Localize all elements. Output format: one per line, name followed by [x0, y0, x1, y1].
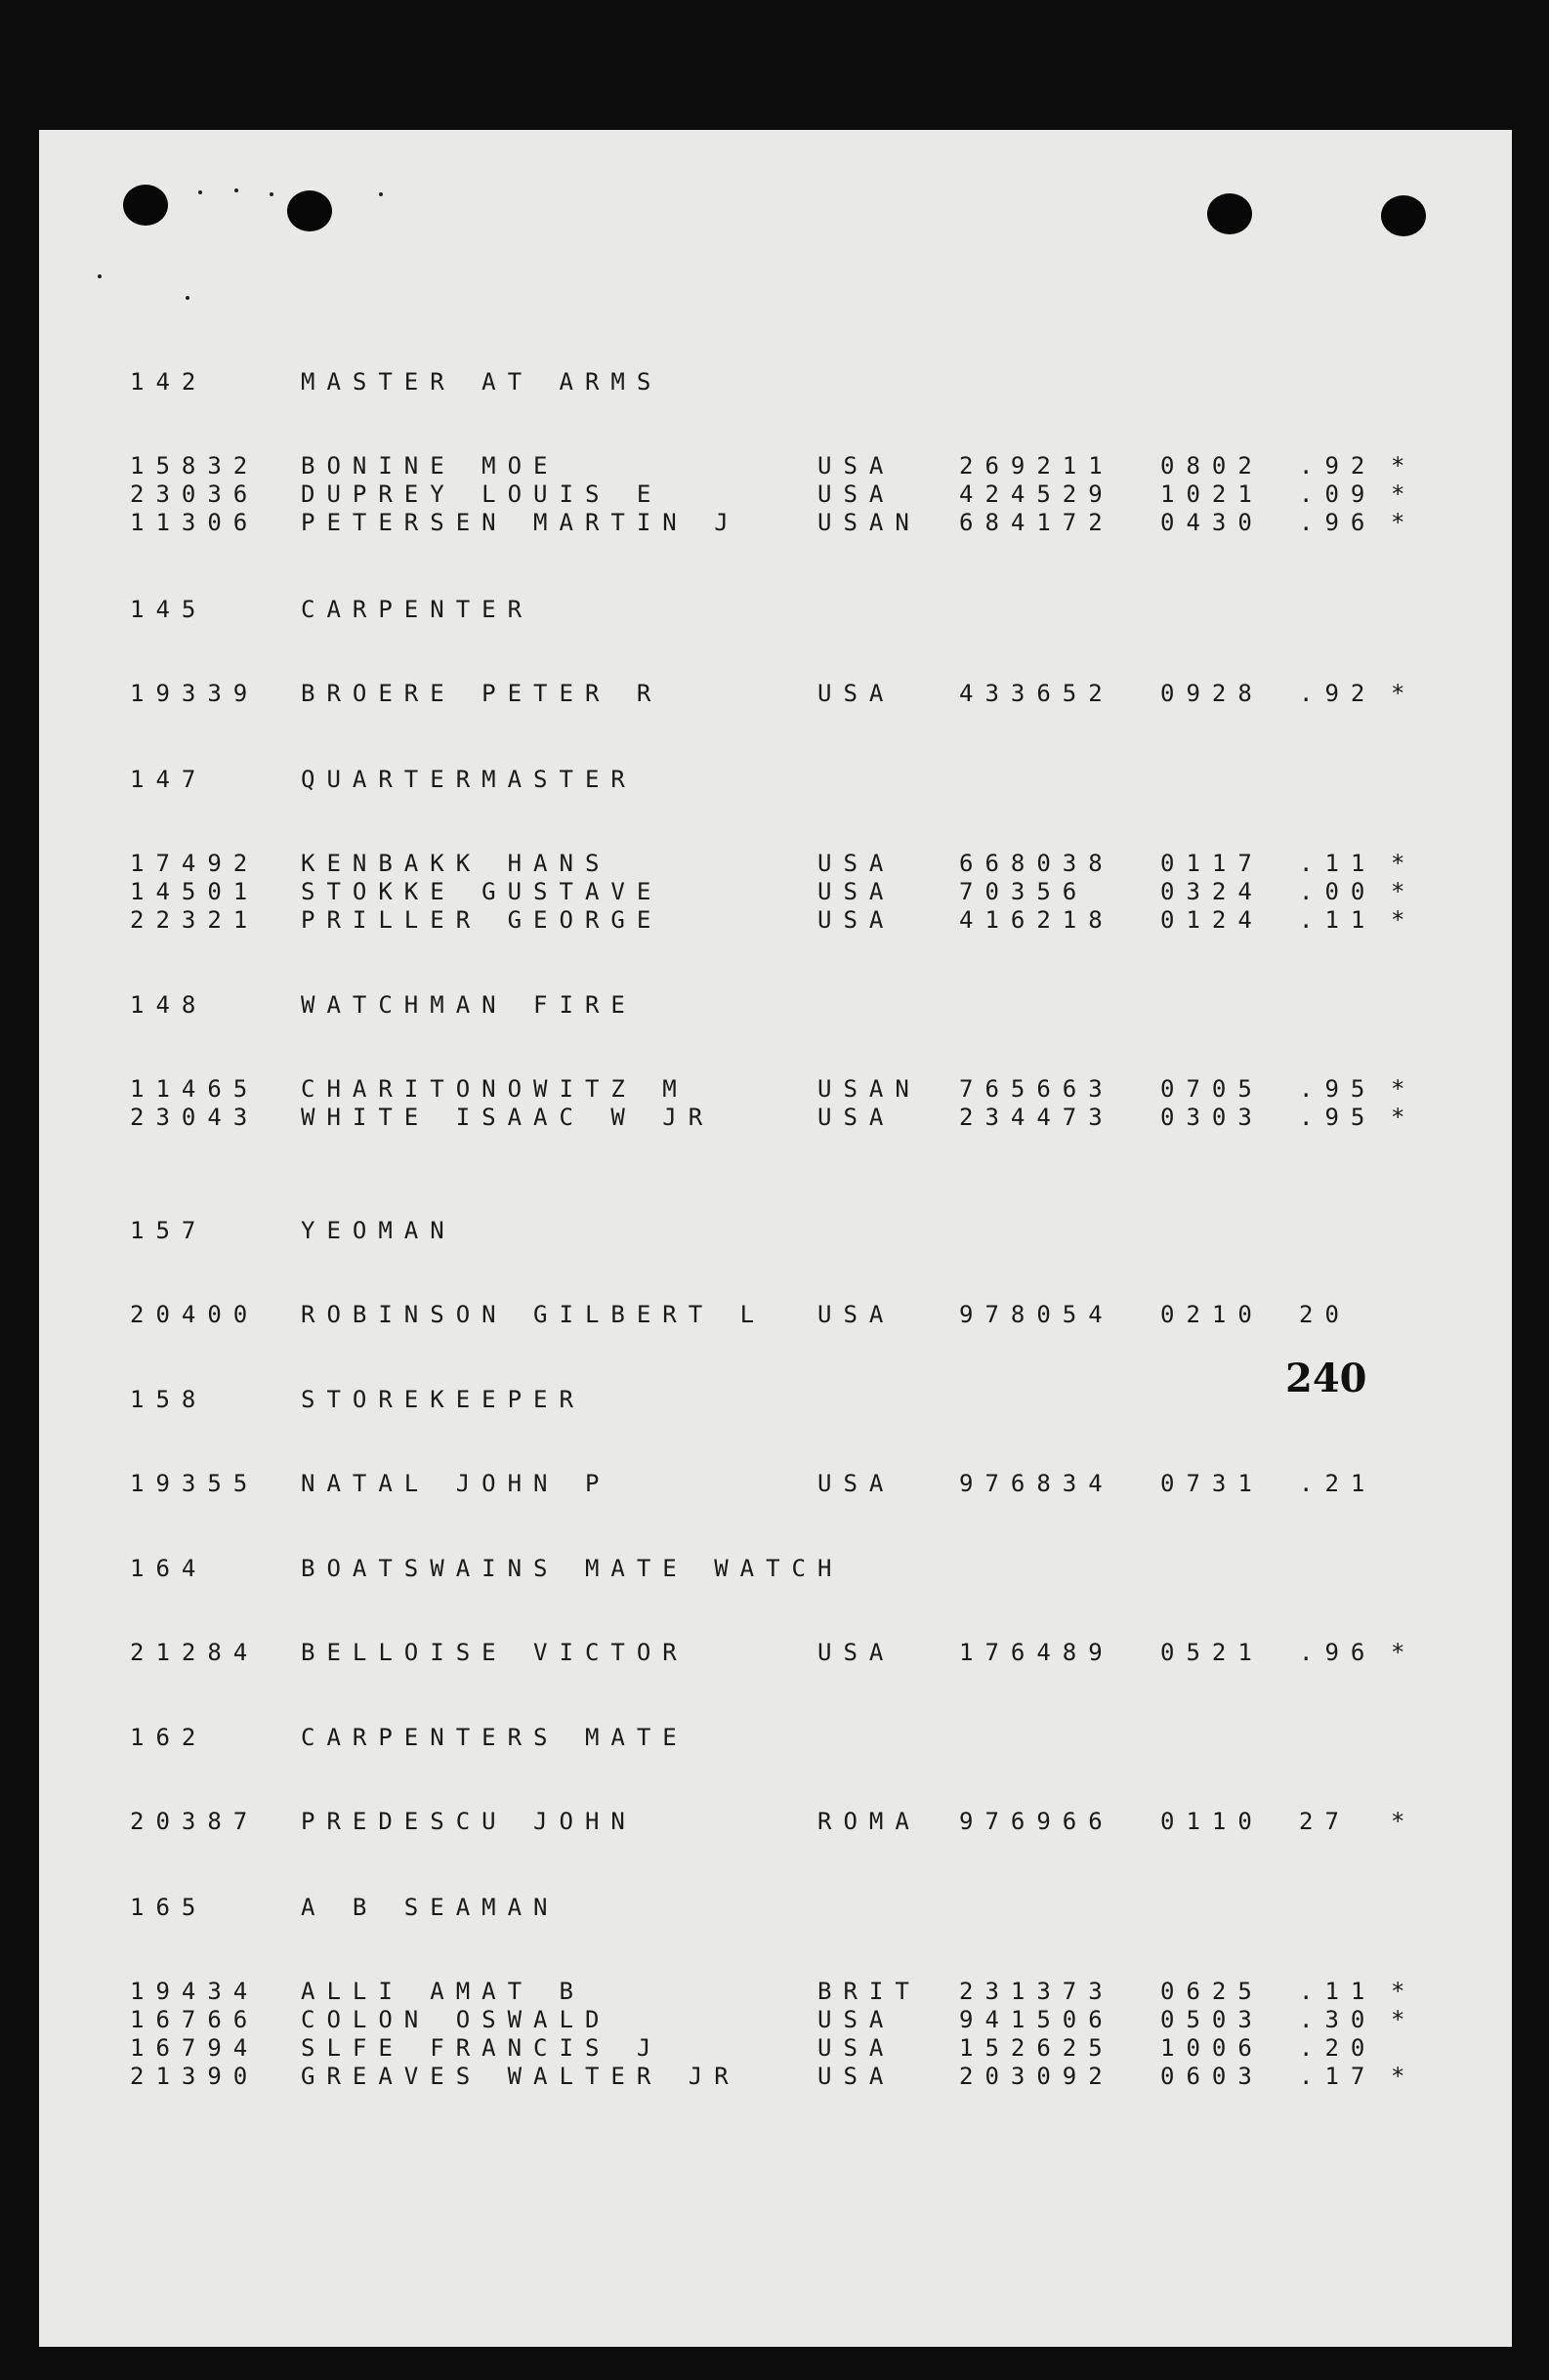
crew-entry-row: [39, 1075, 1512, 1105]
document-page: [39, 130, 1512, 2347]
entry-id: 20400: [130, 1301, 260, 1328]
entry-name: COLON OSWALD: [301, 2006, 611, 2033]
entry-id: 19339: [130, 680, 260, 707]
section-title: MASTER AT ARMS: [301, 368, 663, 396]
section-code: 145: [130, 596, 208, 623]
entry-value: .95: [1299, 1075, 1377, 1103]
section-title: A B SEAMAN: [301, 1894, 560, 1921]
entry-name: PETERSEN MARTIN J: [301, 509, 740, 536]
crew-entry-row: [39, 2034, 1512, 2064]
section-header: [39, 991, 1512, 1021]
section-title: BOATSWAINS MATE WATCH: [301, 1555, 844, 1582]
section-title: CARPENTERS MATE: [301, 1724, 689, 1751]
entry-number: 416218: [959, 906, 1114, 934]
entry-id: 11306: [130, 509, 260, 536]
entry-value: .09: [1299, 480, 1377, 508]
punch-hole: [1381, 195, 1426, 236]
entry-date: 0521: [1160, 1639, 1264, 1666]
entry-id: 17492: [130, 850, 260, 877]
entry-number: 203092: [959, 2063, 1114, 2090]
entry-mark: *: [1391, 509, 1417, 536]
entry-value: .21: [1299, 1470, 1377, 1497]
entry-value: .30: [1299, 2006, 1377, 2033]
crew-entry-row: [39, 1808, 1512, 1837]
entry-name: STOKKE GUSTAVE: [301, 878, 663, 905]
crew-entry-row: [39, 1978, 1512, 2007]
entry-number: 976834: [959, 1470, 1114, 1497]
entry-name: WHITE ISAAC W JR: [301, 1104, 715, 1131]
entry-mark: *: [1391, 1978, 1417, 2005]
entry-value: .11: [1299, 1978, 1377, 2005]
section-code: 165: [130, 1894, 208, 1921]
entry-mark: *: [1391, 1104, 1417, 1131]
entry-number: 234473: [959, 1104, 1114, 1131]
crew-entry-row: [39, 480, 1512, 510]
entry-mark: *: [1391, 680, 1417, 707]
entry-value: 20: [1299, 1301, 1351, 1328]
entry-date: 0324: [1160, 878, 1264, 905]
section-code: 158: [130, 1386, 208, 1413]
entry-date: 0117: [1160, 850, 1264, 877]
entry-value: .11: [1299, 850, 1377, 877]
crew-entry-row: [39, 680, 1512, 709]
entry-number: 152625: [959, 2034, 1114, 2062]
entry-date: 0603: [1160, 2063, 1264, 2090]
section-header: [39, 1555, 1512, 1584]
entry-value: .92: [1299, 452, 1377, 480]
entry-name: GREAVES WALTER JR: [301, 2063, 740, 2090]
speck: [98, 274, 102, 278]
entry-value: .92: [1299, 680, 1377, 707]
crew-entry-row: [39, 1104, 1512, 1133]
entry-name: BELLOISE VICTOR: [301, 1639, 689, 1666]
entry-value: 27: [1299, 1808, 1351, 1835]
section-title: QUARTERMASTER: [301, 766, 637, 793]
entry-date: 0303: [1160, 1104, 1264, 1131]
crew-entry-row: [39, 1639, 1512, 1668]
entry-date: 0625: [1160, 1978, 1264, 2005]
crew-entry-row: [39, 1301, 1512, 1330]
entry-id: 15832: [130, 452, 260, 480]
entry-mark: *: [1391, 850, 1417, 877]
crew-entry-row: [39, 2006, 1512, 2035]
entry-number: 176489: [959, 1639, 1114, 1666]
entry-citizenship: ROMA: [817, 1808, 921, 1835]
entry-name: CHARITONOWITZ M: [301, 1075, 689, 1103]
crew-entry-row: [39, 906, 1512, 936]
entry-name: NATAL JOHN P: [301, 1470, 611, 1497]
section-code: 164: [130, 1555, 208, 1582]
speck: [270, 192, 273, 196]
speck: [379, 192, 383, 196]
entry-value: .96: [1299, 1639, 1377, 1666]
entry-number: 269211: [959, 452, 1114, 480]
entry-id: 14501: [130, 878, 260, 905]
entry-id: 19355: [130, 1470, 260, 1497]
section-header: [39, 766, 1512, 795]
entry-value: .00: [1299, 878, 1377, 905]
entry-date: 0731: [1160, 1470, 1264, 1497]
entry-number: 765663: [959, 1075, 1114, 1103]
entry-number: 231373: [959, 1978, 1114, 2005]
entry-citizenship: USA: [817, 680, 896, 707]
entry-date: 0110: [1160, 1808, 1264, 1835]
entry-number: 978054: [959, 1301, 1114, 1328]
entry-date: 1006: [1160, 2034, 1264, 2062]
entry-value: .11: [1299, 906, 1377, 934]
entry-name: KENBAKK HANS: [301, 850, 611, 877]
entry-citizenship: USA: [817, 1301, 896, 1328]
section-header: [39, 1724, 1512, 1753]
crew-entry-row: [39, 850, 1512, 879]
section-code: 147: [130, 766, 208, 793]
crew-entry-row: [39, 509, 1512, 538]
entry-name: ROBINSON GILBERT L: [301, 1301, 767, 1328]
crew-entry-row: [39, 452, 1512, 481]
entry-id: 16794: [130, 2034, 260, 2062]
entry-mark: *: [1391, 1075, 1417, 1103]
entry-name: BROERE PETER R: [301, 680, 663, 707]
entry-number: 424529: [959, 480, 1114, 508]
punch-hole: [287, 190, 332, 231]
crew-entry-row: [39, 1470, 1512, 1499]
speck: [186, 296, 189, 300]
section-title: WATCHMAN FIRE: [301, 991, 637, 1019]
entry-mark: *: [1391, 878, 1417, 905]
entry-citizenship: USAN: [817, 509, 921, 536]
punch-hole: [123, 185, 168, 226]
entry-date: 0928: [1160, 680, 1264, 707]
entry-name: PREDESCU JOHN: [301, 1808, 637, 1835]
entry-citizenship: USA: [817, 1470, 896, 1497]
entry-id: 21284: [130, 1639, 260, 1666]
section-title: STOREKEEPER: [301, 1386, 585, 1413]
entry-name: ALLI AMAT B: [301, 1978, 585, 2005]
entry-number: 668038: [959, 850, 1114, 877]
entry-citizenship: USA: [817, 480, 896, 508]
entry-number: 433652: [959, 680, 1114, 707]
speck: [198, 190, 202, 194]
section-header: [39, 1894, 1512, 1923]
entry-mark: *: [1391, 1639, 1417, 1666]
entry-name: BONINE MOE: [301, 452, 560, 480]
entry-name: DUPREY LOUIS E: [301, 480, 663, 508]
entry-value: .96: [1299, 509, 1377, 536]
entry-citizenship: USA: [817, 878, 896, 905]
entry-value: .17: [1299, 2063, 1377, 2090]
crew-entry-row: [39, 878, 1512, 907]
entry-date: 0430: [1160, 509, 1264, 536]
punch-hole: [1207, 193, 1252, 234]
section-title: YEOMAN: [301, 1217, 456, 1244]
entry-citizenship: USA: [817, 2006, 896, 2033]
entry-citizenship: USA: [817, 2034, 896, 2062]
entry-value: .95: [1299, 1104, 1377, 1131]
section-header: [39, 368, 1512, 397]
section-title: CARPENTER: [301, 596, 534, 623]
entry-mark: *: [1391, 2063, 1417, 2090]
entry-name: SLFE FRANCIS J: [301, 2034, 663, 2062]
speck: [234, 188, 238, 192]
entry-mark: *: [1391, 906, 1417, 934]
entry-id: 20387: [130, 1808, 260, 1835]
entry-citizenship: USA: [817, 850, 896, 877]
entry-citizenship: USA: [817, 906, 896, 934]
entry-citizenship: USA: [817, 1104, 896, 1131]
entry-citizenship: USA: [817, 1639, 896, 1666]
entry-citizenship: USAN: [817, 1075, 921, 1103]
entry-date: 0503: [1160, 2006, 1264, 2033]
entry-value: .20: [1299, 2034, 1377, 2062]
entry-number: 976966: [959, 1808, 1114, 1835]
entry-citizenship: USA: [817, 452, 896, 480]
entry-date: 0210: [1160, 1301, 1264, 1328]
section-code: 148: [130, 991, 208, 1019]
entry-date: 0802: [1160, 452, 1264, 480]
section-code: 142: [130, 368, 208, 396]
entry-id: 22321: [130, 906, 260, 934]
crew-entry-row: [39, 2063, 1512, 2092]
section-header: [39, 596, 1512, 625]
section-header: [39, 1217, 1512, 1246]
entry-date: 0705: [1160, 1075, 1264, 1103]
entry-mark: *: [1391, 1808, 1417, 1835]
section-code: 162: [130, 1724, 208, 1751]
page-stamp: 240: [1285, 1356, 1367, 1401]
entry-date: 1021: [1160, 480, 1264, 508]
section-code: 157: [130, 1217, 208, 1244]
entry-mark: *: [1391, 2006, 1417, 2033]
entry-id: 19434: [130, 1978, 260, 2005]
entry-citizenship: USA: [817, 2063, 896, 2090]
entry-number: 941506: [959, 2006, 1114, 2033]
entry-number: 70356: [959, 878, 1089, 905]
entry-id: 16766: [130, 2006, 260, 2033]
entry-mark: *: [1391, 452, 1417, 480]
entry-date: 0124: [1160, 906, 1264, 934]
entry-mark: *: [1391, 480, 1417, 508]
entry-id: 21390: [130, 2063, 260, 2090]
entry-id: 23043: [130, 1104, 260, 1131]
entry-id: 23036: [130, 480, 260, 508]
entry-id: 11465: [130, 1075, 260, 1103]
entry-number: 684172: [959, 509, 1114, 536]
entry-name: PRILLER GEORGE: [301, 906, 663, 934]
entry-citizenship: BRIT: [817, 1978, 921, 2005]
